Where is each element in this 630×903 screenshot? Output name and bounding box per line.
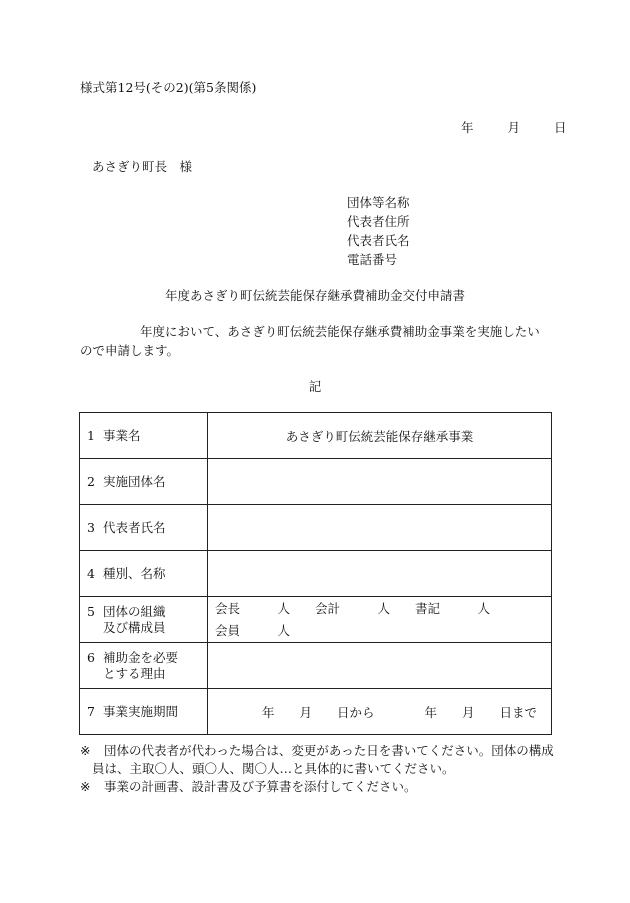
members-line-1: 会長 人 会計 人 書記 人 [215,600,491,616]
table-row [80,459,552,505]
form-number: 様式第12号(その2)(第5条関係) [80,80,257,95]
label-line: 種別、名称 [103,565,166,581]
note-1-line-1: 団体の代表者が代わった場合は、変更があった日を書いてください。団体の構成 [104,743,554,758]
row-number: 3 [87,519,95,535]
body-text: 年度において、あさぎり町伝統芸能保存継承費補助金事業を実施したいので申請します。 [80,324,540,358]
org-name-field[interactable] [208,459,552,505]
application-table [79,412,552,735]
table-row [80,413,552,459]
row-number: 6 [87,649,95,665]
note-1-line-2: 員は、主取〇人、頭〇人、関〇人…と具体的に書いてください。 [92,761,455,776]
label-line: 団体の組織 [103,603,166,619]
label-line: 代表者氏名 [103,519,166,535]
rep-name-field[interactable] [208,505,552,551]
table-row [80,597,552,643]
note-mark: ※ [80,779,91,794]
row-label [80,459,208,505]
period-text: 年 月 日から 年 月 日まで [262,704,538,720]
label-line: 及び構成員 [103,619,166,635]
row-label [80,505,208,551]
project-name-value: あさぎり町伝統芸能保存継承事業 [208,413,552,459]
ki-heading: 記 [308,379,322,394]
rep-name-label: 代表者氏名 [347,233,410,248]
row-label [80,597,208,643]
note-2 [80,778,555,796]
row-number: 1 [87,427,95,443]
table-row [80,643,552,689]
members-field[interactable] [208,597,552,643]
row-label [80,551,208,597]
row-number: 5 [87,603,95,619]
org-name-label: 団体等名称 [347,195,410,210]
document-title: 年度あさぎり町伝統芸能保存継承費補助金交付申請書 [164,288,465,303]
date-month: 月 [507,120,520,135]
rep-address-label: 代表者住所 [347,214,410,229]
row-number: 7 [87,703,95,719]
row-label [80,689,208,735]
table-row [80,689,552,735]
note-mark: ※ [80,743,91,758]
reason-field[interactable] [208,643,552,689]
phone-label: 電話番号 [347,252,398,267]
label-line: 補助金を必要 [103,649,179,665]
row-number: 2 [87,473,95,489]
row-number: 4 [87,565,95,581]
label-line: 事業実施期間 [103,703,179,719]
addressee: あさぎり町長 様 [92,159,193,174]
note-1 [80,742,555,778]
period-field[interactable] [208,689,552,735]
label-line: 実施団体名 [103,473,166,489]
date-day: 日 [553,120,567,135]
table-row [80,551,552,597]
label-line: 事業名 [103,427,141,443]
applicant-block [347,193,410,269]
members-line-2: 会員 人 [215,622,291,638]
type-name-field[interactable] [208,551,552,597]
row-label [80,643,208,689]
table-row [80,505,552,551]
date-line [461,118,566,136]
label-line: とする理由 [103,665,166,681]
notes [80,742,555,796]
date-year: 年 [461,120,474,135]
row-label [80,413,208,459]
note-2-text: 事業の計画書、設計書及び予算書を添付してください。 [104,779,417,794]
